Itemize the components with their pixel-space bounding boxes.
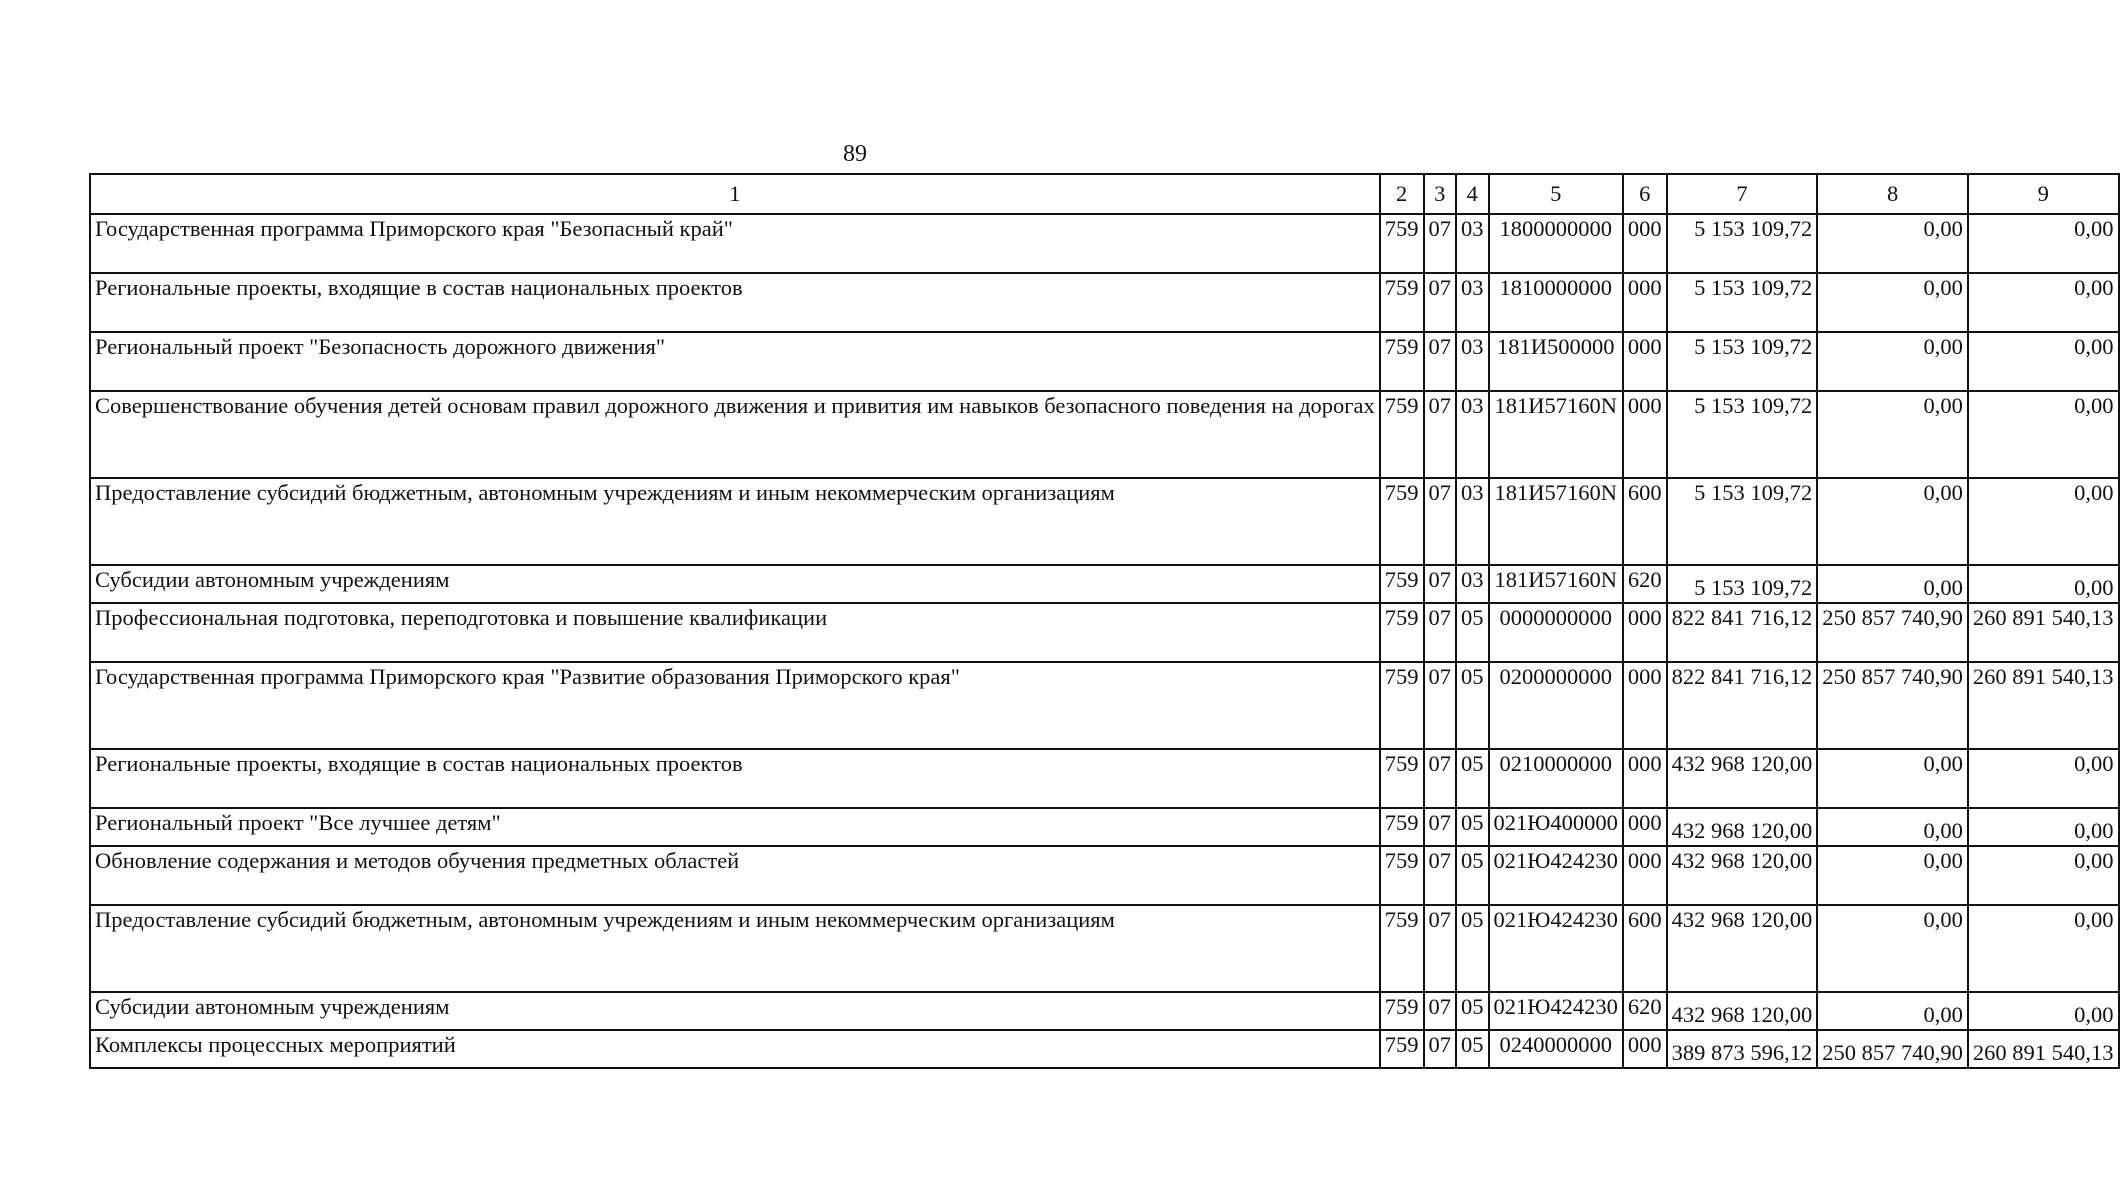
- cell-col5: 0240000000: [1489, 1030, 1623, 1068]
- cell-col4: 03: [1456, 332, 1489, 391]
- page-number: 89: [843, 141, 867, 167]
- cell-col3: 07: [1424, 332, 1457, 391]
- cell-col3: 07: [1424, 992, 1457, 1030]
- table-row: [90, 603, 2119, 662]
- cell-col9: 0,00: [1968, 749, 2119, 808]
- cell-col2: 759: [1380, 273, 1424, 332]
- cell-col8: 0,00: [1817, 846, 1968, 905]
- column-header: 6: [1623, 174, 1667, 214]
- row-name: Субсидии автономным учреждениям: [90, 565, 1380, 603]
- cell-col5: 181И57160N: [1489, 391, 1623, 478]
- cell-col9: 0,00: [1968, 332, 2119, 391]
- cell-col6: 000: [1623, 214, 1667, 273]
- cell-col8: 250 857 740,90: [1817, 1030, 1968, 1068]
- cell-col4: 05: [1456, 808, 1489, 846]
- cell-col6: 620: [1623, 992, 1667, 1030]
- cell-col7: 5 153 109,72: [1667, 332, 1818, 391]
- table-row: [90, 214, 2119, 273]
- cell-col7: 432 968 120,00: [1667, 808, 1818, 846]
- cell-col8: 250 857 740,90: [1817, 662, 1968, 749]
- cell-col2: 759: [1380, 992, 1424, 1030]
- cell-col6: 000: [1623, 846, 1667, 905]
- cell-col8: 0,00: [1817, 905, 1968, 992]
- cell-col8: 0,00: [1817, 808, 1968, 846]
- cell-col4: 03: [1456, 273, 1489, 332]
- column-header: 7: [1667, 174, 1818, 214]
- row-name: Совершенствование обучения детей основам правил дорожного движения и привития им навыков безопасного поведения на дорогах: [90, 391, 1380, 478]
- row-name: Региональные проекты, входящие в состав национальных проектов: [90, 749, 1380, 808]
- cell-col9: 0,00: [1968, 391, 2119, 478]
- cell-col7: 432 968 120,00: [1667, 749, 1818, 808]
- table-row: [90, 565, 2119, 603]
- cell-col5: 021Ю400000: [1489, 808, 1623, 846]
- table-row: [90, 749, 2119, 808]
- cell-col9: 0,00: [1968, 905, 2119, 992]
- cell-col7: 822 841 716,12: [1667, 603, 1818, 662]
- cell-col5: 181И500000: [1489, 332, 1623, 391]
- row-name: Региональный проект "Все лучшее детям": [90, 808, 1380, 846]
- table-row: [90, 808, 2119, 846]
- cell-col6: 600: [1623, 905, 1667, 992]
- cell-col4: 05: [1456, 1030, 1489, 1068]
- cell-col7: 5 153 109,72: [1667, 391, 1818, 478]
- cell-col7: 5 153 109,72: [1667, 273, 1818, 332]
- cell-col6: 620: [1623, 565, 1667, 603]
- cell-col3: 07: [1424, 273, 1457, 332]
- cell-col9: 0,00: [1968, 478, 2119, 565]
- row-name: Предоставление субсидий бюджетным, автономным учреждениям и иным некоммерческим организациям: [90, 478, 1380, 565]
- table-row: [90, 391, 2119, 478]
- column-header: 5: [1489, 174, 1623, 214]
- cell-col7: 432 968 120,00: [1667, 992, 1818, 1030]
- cell-col2: 759: [1380, 332, 1424, 391]
- cell-col4: 05: [1456, 749, 1489, 808]
- cell-col3: 07: [1424, 214, 1457, 273]
- cell-col8: 0,00: [1817, 478, 1968, 565]
- column-header: 9: [1968, 174, 2119, 214]
- cell-col8: 0,00: [1817, 749, 1968, 808]
- cell-col5: 0200000000: [1489, 662, 1623, 749]
- cell-col2: 759: [1380, 1030, 1424, 1068]
- cell-col6: 000: [1623, 273, 1667, 332]
- cell-col9: 260 891 540,13: [1968, 603, 2119, 662]
- column-header: 2: [1380, 174, 1424, 214]
- cell-col6: 000: [1623, 603, 1667, 662]
- cell-col3: 07: [1424, 749, 1457, 808]
- cell-col7: 5 153 109,72: [1667, 565, 1818, 603]
- cell-col2: 759: [1380, 662, 1424, 749]
- cell-col2: 759: [1380, 391, 1424, 478]
- cell-col8: 0,00: [1817, 992, 1968, 1030]
- cell-col4: 03: [1456, 565, 1489, 603]
- table-row: [90, 273, 2119, 332]
- cell-col7: 5 153 109,72: [1667, 214, 1818, 273]
- cell-col6: 000: [1623, 391, 1667, 478]
- cell-col3: 07: [1424, 846, 1457, 905]
- cell-col3: 07: [1424, 662, 1457, 749]
- cell-col8: 0,00: [1817, 273, 1968, 332]
- cell-col5: 0210000000: [1489, 749, 1623, 808]
- cell-col5: 0000000000: [1489, 603, 1623, 662]
- cell-col6: 000: [1623, 332, 1667, 391]
- cell-col2: 759: [1380, 905, 1424, 992]
- cell-col3: 07: [1424, 565, 1457, 603]
- column-header: 4: [1456, 174, 1489, 214]
- row-name: Обновление содержания и методов обучения предметных областей: [90, 846, 1380, 905]
- table-row: [90, 662, 2119, 749]
- cell-col5: 021Ю424230: [1489, 992, 1623, 1030]
- cell-col7: 5 153 109,72: [1667, 478, 1818, 565]
- cell-col7: 822 841 716,12: [1667, 662, 1818, 749]
- table-row: [90, 992, 2119, 1030]
- cell-col5: 181И57160N: [1489, 565, 1623, 603]
- cell-col8: 250 857 740,90: [1817, 603, 1968, 662]
- cell-col9: 0,00: [1968, 808, 2119, 846]
- row-name: Региональные проекты, входящие в состав национальных проектов: [90, 273, 1380, 332]
- cell-col3: 07: [1424, 1030, 1457, 1068]
- cell-col3: 07: [1424, 603, 1457, 662]
- cell-col3: 07: [1424, 391, 1457, 478]
- cell-col8: 0,00: [1817, 214, 1968, 273]
- cell-col4: 05: [1456, 662, 1489, 749]
- table-row: [90, 478, 2119, 565]
- cell-col5: 021Ю424230: [1489, 905, 1623, 992]
- column-header: 1: [90, 174, 1380, 214]
- cell-col9: 0,00: [1968, 565, 2119, 603]
- cell-col7: 432 968 120,00: [1667, 846, 1818, 905]
- cell-col2: 759: [1380, 808, 1424, 846]
- table-header-row: [90, 174, 2119, 214]
- cell-col5: 021Ю424230: [1489, 846, 1623, 905]
- table-row: [90, 332, 2119, 391]
- column-header: 3: [1424, 174, 1457, 214]
- cell-col2: 759: [1380, 565, 1424, 603]
- budget-table: [89, 173, 2120, 1069]
- cell-col9: 260 891 540,13: [1968, 662, 2119, 749]
- cell-col3: 07: [1424, 808, 1457, 846]
- cell-col6: 000: [1623, 749, 1667, 808]
- cell-col9: 0,00: [1968, 273, 2119, 332]
- row-name: Комплексы процессных мероприятий: [90, 1030, 1380, 1068]
- cell-col7: 389 873 596,12: [1667, 1030, 1818, 1068]
- cell-col7: 432 968 120,00: [1667, 905, 1818, 992]
- table-row: [90, 905, 2119, 992]
- cell-col3: 07: [1424, 478, 1457, 565]
- cell-col4: 05: [1456, 603, 1489, 662]
- cell-col9: 0,00: [1968, 214, 2119, 273]
- row-name: Субсидии автономным учреждениям: [90, 992, 1380, 1030]
- cell-col5: 1810000000: [1489, 273, 1623, 332]
- cell-col6: 000: [1623, 808, 1667, 846]
- cell-col4: 03: [1456, 478, 1489, 565]
- cell-col5: 181И57160N: [1489, 478, 1623, 565]
- cell-col9: 260 891 540,13: [1968, 1030, 2119, 1068]
- row-name: Государственная программа Приморского края "Развитие образования Приморского края": [90, 662, 1380, 749]
- column-header: 8: [1817, 174, 1968, 214]
- cell-col2: 759: [1380, 846, 1424, 905]
- row-name: Государственная программа Приморского края "Безопасный край": [90, 214, 1380, 273]
- cell-col3: 07: [1424, 905, 1457, 992]
- cell-col8: 0,00: [1817, 565, 1968, 603]
- cell-col8: 0,00: [1817, 332, 1968, 391]
- table-row: [90, 1030, 2119, 1068]
- row-name: Профессиональная подготовка, переподготовка и повышение квалификации: [90, 603, 1380, 662]
- cell-col6: 600: [1623, 478, 1667, 565]
- cell-col9: 0,00: [1968, 846, 2119, 905]
- cell-col4: 03: [1456, 214, 1489, 273]
- cell-col5: 1800000000: [1489, 214, 1623, 273]
- row-name: Региональный проект "Безопасность дорожного движения": [90, 332, 1380, 391]
- cell-col4: 05: [1456, 846, 1489, 905]
- cell-col4: 03: [1456, 391, 1489, 478]
- cell-col2: 759: [1380, 214, 1424, 273]
- cell-col2: 759: [1380, 603, 1424, 662]
- cell-col4: 05: [1456, 992, 1489, 1030]
- cell-col8: 0,00: [1817, 391, 1968, 478]
- cell-col9: 0,00: [1968, 992, 2119, 1030]
- table-row: [90, 846, 2119, 905]
- cell-col2: 759: [1380, 478, 1424, 565]
- cell-col6: 000: [1623, 1030, 1667, 1068]
- cell-col6: 000: [1623, 662, 1667, 749]
- cell-col4: 05: [1456, 905, 1489, 992]
- row-name: Предоставление субсидий бюджетным, автономным учреждениям и иным некоммерческим организациям: [90, 905, 1380, 992]
- cell-col2: 759: [1380, 749, 1424, 808]
